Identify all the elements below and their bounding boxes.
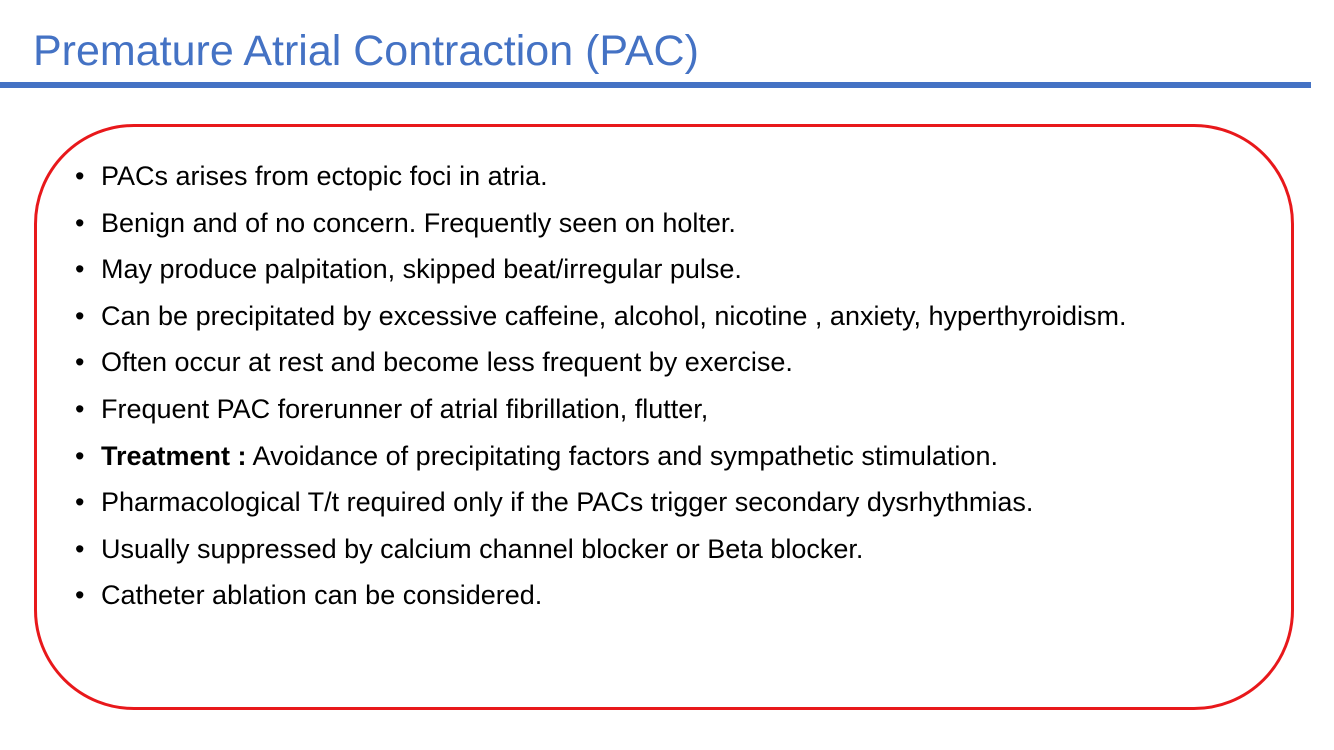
bullet-dot-icon: • xyxy=(75,393,85,424)
bullet-text: Often occur at rest and become less frequent by exercise. xyxy=(101,347,793,378)
bullet-item xyxy=(75,486,1265,519)
bullet-dot-icon: • xyxy=(75,487,85,518)
bullet-bold-text: Treatment : xyxy=(101,440,247,471)
bullet-dot-icon: • xyxy=(75,207,85,238)
bullet-dot-icon: • xyxy=(75,580,85,611)
bullet-text: Benign and of no concern. Frequently seen on holter. xyxy=(101,207,736,238)
bullet-text: Frequent PAC forerunner of atrial fibrillation, flutter, xyxy=(101,393,709,424)
bullet-dot-icon: • xyxy=(75,347,85,378)
bullet-dot-icon: • xyxy=(75,440,85,471)
bullet-list xyxy=(75,160,1265,626)
bullet-dot-icon: • xyxy=(75,254,85,285)
slide-title: Premature Atrial Contraction (PAC) xyxy=(33,27,699,75)
bullet-item xyxy=(75,300,1265,333)
bullet-item xyxy=(75,207,1265,240)
title-underline xyxy=(0,82,1311,88)
bullet-text: Catheter ablation can be considered. xyxy=(101,580,543,611)
bullet-item xyxy=(75,346,1265,379)
bullet-dot-icon: • xyxy=(75,161,85,191)
bullet-text: Avoidance of precipitating factors and sympathetic stimulation. xyxy=(246,440,998,471)
bullet-text: Can be precipitated by excessive caffeine, alcohol, nicotine , anxiety, hyperthyroidism. xyxy=(101,300,1127,331)
bullet-text: Usually suppressed by calcium channel blocker or Beta blocker. xyxy=(101,533,864,564)
bullet-item xyxy=(75,440,1265,473)
bullet-item xyxy=(75,253,1265,286)
bullet-item xyxy=(75,393,1265,426)
bullet-item xyxy=(75,533,1265,566)
bullet-text: PACs arises from ectopic foci in atria. xyxy=(101,161,548,191)
bullet-item xyxy=(75,579,1265,612)
bullet-dot-icon: • xyxy=(75,300,85,331)
bullet-text: May produce palpitation, skipped beat/irregular pulse. xyxy=(101,254,742,285)
bullet-item xyxy=(75,160,1265,193)
bullet-text: Pharmacological T/t required only if the PACs trigger secondary dysrhythmias. xyxy=(101,487,1034,518)
bullet-dot-icon: • xyxy=(75,533,85,564)
